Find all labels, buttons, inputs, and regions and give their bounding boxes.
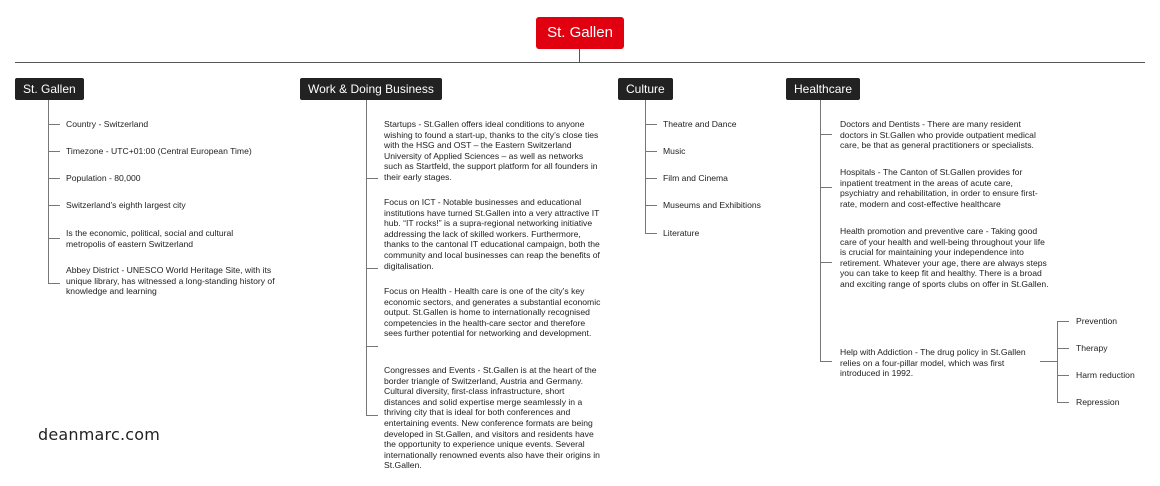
list-item: Museums and Exhibitions xyxy=(663,200,761,210)
stub xyxy=(820,187,832,188)
list-item: Congresses and Events - St.Gallen is at the heart of the border triangle of Switzerland, Austria and Germany. Cultural diversity, first-class infrastructure, short distances and solid expertise merge seamlessly in a thriving city that is ideal for both conferences and entertaining events. New conference formats are being developed in St.Gallen, and visitors and residents have the opportunity to experience unique events. Several internationally renowned events also have their origins in St.Gallen. xyxy=(384,365,600,471)
list-item: Focus on Health - Health care is one of the city’s key economic sectors, and generates a substantial economic output. St.Gallen is home to internationally recognised competencies in the health-care sector and therefore sees further potential for networking and development. xyxy=(384,286,601,339)
stub xyxy=(1057,348,1069,349)
main-branch-line xyxy=(15,62,1145,63)
stub xyxy=(645,151,657,152)
stub xyxy=(820,134,832,135)
list-item: Is the economic, political, social and cultural metropolis of eastern Switzerland xyxy=(66,228,234,249)
stub xyxy=(48,283,60,284)
branch-culture[interactable]: Culture xyxy=(618,78,673,100)
stub xyxy=(48,205,60,206)
root-connector xyxy=(579,49,580,63)
list-item: Country - Switzerland xyxy=(66,119,149,129)
stub xyxy=(1040,361,1057,362)
list-item: Startups - St.Gallen offers ideal conditions to anyone wishing to found a start-up, thanks to the city’s close ties with the HSG and OST – the Eastern Switzerland University of Applied Sciences – as well as networks such as Startfeld, the support platform for all founders in their early stages. xyxy=(384,119,599,182)
watermark: deanmarc.com xyxy=(38,425,161,444)
stub xyxy=(645,178,657,179)
stub xyxy=(48,178,60,179)
tree-line-healthcare xyxy=(820,100,821,362)
tree-line-addiction xyxy=(1057,321,1058,403)
stub xyxy=(1057,402,1069,403)
list-item: Abbey District - UNESCO World Heritage Site, with its unique library, has witnessed a long-standing history of knowledge and learning xyxy=(66,265,275,297)
list-item: Focus on ICT - Notable businesses and educational institutions have turned St.Gallen into a very attractive IT hub. “IT rocks!” is a supra-regional networking initiative addressing the lack of skilled workers. Furthermore, thanks to the cantonal IT educational campaign, both the community and local businesses can reap the benefits of digitalisation. xyxy=(384,197,600,271)
list-item: Film and Cinema xyxy=(663,173,728,183)
branch-work-doing-business[interactable]: Work & Doing Business xyxy=(300,78,442,100)
stub xyxy=(48,124,60,125)
pillar-therapy: Therapy xyxy=(1076,343,1108,353)
stub xyxy=(366,178,378,179)
list-item: Timezone - UTC+01:00 (Central European Time) xyxy=(66,146,252,156)
list-item: Theatre and Dance xyxy=(663,119,737,129)
stub xyxy=(1057,321,1069,322)
list-item: Help with Addiction - The drug policy in St.Gallen relies on a four-pillar model, which was first introduced in 1992. xyxy=(840,347,1026,379)
list-item: Literature xyxy=(663,228,700,238)
list-item: Population - 80,000 xyxy=(66,173,141,183)
stub xyxy=(645,233,657,234)
stub xyxy=(48,151,60,152)
stub xyxy=(820,361,832,362)
root-node[interactable]: St. Gallen xyxy=(536,17,624,49)
stub xyxy=(366,268,378,269)
stub xyxy=(1057,375,1069,376)
branch-healthcare[interactable]: Healthcare xyxy=(786,78,860,100)
stub xyxy=(820,262,832,263)
list-item: Switzerland’s eighth largest city xyxy=(66,200,186,210)
stub xyxy=(645,205,657,206)
stub xyxy=(48,238,60,239)
pillar-repression: Repression xyxy=(1076,397,1120,407)
list-item: Hospitals - The Canton of St.Gallen provides for inpatient treatment in the areas of acute care, psychiatry and rehabilitation, in order to ensure first-rate, modern and cost-effective healthcare xyxy=(840,167,1038,209)
list-item: Doctors and Dentists - There are many resident doctors in St.Gallen who provide outpatient medical care, be that as general practitioners or specialists. xyxy=(840,119,1036,151)
list-item: Health promotion and preventive care - Taking good care of your health and well-being throughout your life is crucial for maintaining your independence into retirement. Whatever your age, there are always steps you can take to keep fit and healthy. There is a broad and exciting range of sports clubs on offer in St.Gallen. xyxy=(840,226,1049,289)
pillar-prevention: Prevention xyxy=(1076,316,1118,326)
stub xyxy=(366,415,378,416)
tree-line-work xyxy=(366,100,367,416)
branch-st-gallen[interactable]: St. Gallen xyxy=(15,78,84,100)
stub xyxy=(645,124,657,125)
pillar-harm-reduction: Harm reduction xyxy=(1076,370,1135,380)
tree-line-culture xyxy=(645,100,646,234)
list-item: Music xyxy=(663,146,686,156)
stub xyxy=(366,346,378,347)
tree-line-st-gallen xyxy=(48,100,49,284)
